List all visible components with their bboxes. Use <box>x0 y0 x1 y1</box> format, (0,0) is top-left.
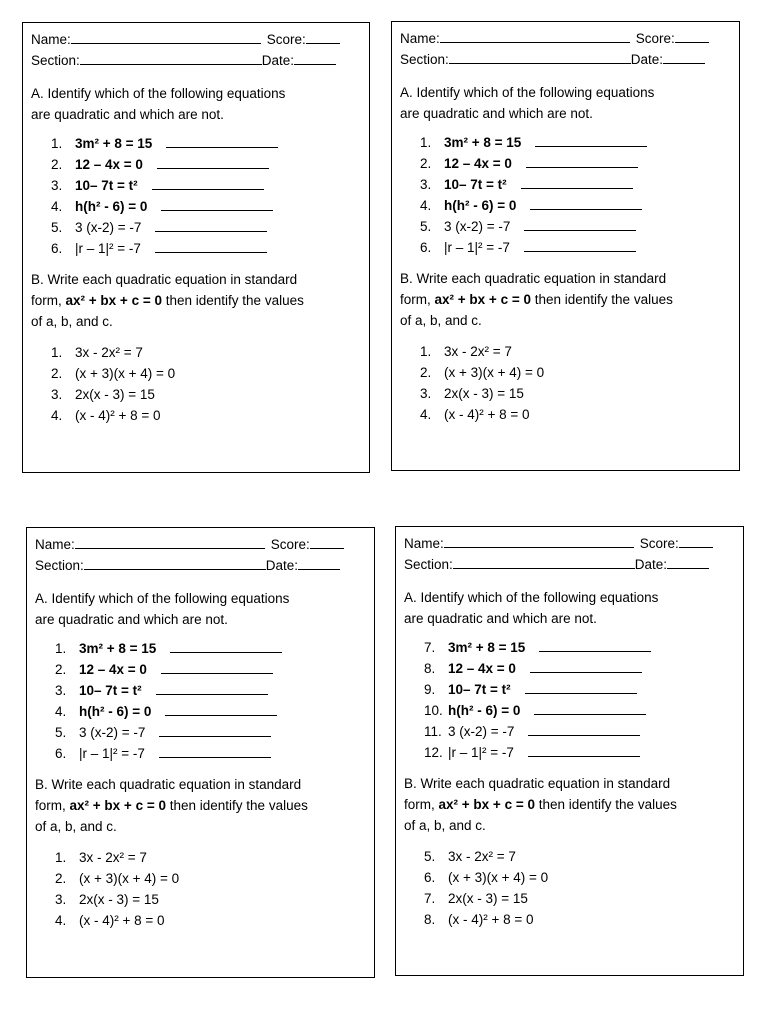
equation: (x - 4)² + 8 = 0 <box>444 407 530 422</box>
section-date-row <box>31 50 361 71</box>
score-label: Score: <box>270 537 310 552</box>
item-number: 8. <box>424 912 436 927</box>
name-score-row <box>404 533 735 554</box>
part-b-item <box>420 383 731 404</box>
part-b-instructions <box>31 269 361 332</box>
item-number: 1. <box>420 344 432 359</box>
section-label: Section: <box>31 53 80 68</box>
item-number: 5. <box>55 725 67 740</box>
equation: 10– 7t = t² <box>444 177 507 192</box>
part-a-line-2: are quadratic and which are not. <box>31 107 224 122</box>
part-a-item <box>424 637 735 658</box>
answer-blank[interactable] <box>528 722 640 736</box>
item-number: 5. <box>51 220 63 235</box>
equation: 3 (x-2) = -7 <box>448 724 515 739</box>
part-b-item <box>424 867 735 888</box>
part-a-line-1: A. Identify which of the following equations <box>35 591 290 606</box>
equation: |r – 1|² = -7 <box>79 746 145 761</box>
part-a-item <box>420 153 731 174</box>
item-number: 2. <box>420 365 432 380</box>
part-a-item <box>51 133 361 154</box>
item-number: 7. <box>424 640 436 655</box>
answer-blank[interactable] <box>155 239 267 253</box>
answer-blank[interactable] <box>525 680 637 694</box>
answer-blank[interactable] <box>170 639 282 653</box>
equation: (x - 4)² + 8 = 0 <box>79 913 165 928</box>
equation: 12 – 4x = 0 <box>79 662 147 677</box>
item-number: 5. <box>420 219 432 234</box>
equation: 10– 7t = t² <box>75 178 138 193</box>
part-b-item <box>55 910 366 931</box>
part-a-line-2: are quadratic and which are not. <box>35 612 228 627</box>
item-number: 6. <box>424 870 436 885</box>
item-number: 3. <box>51 178 63 193</box>
answer-blank[interactable] <box>166 134 278 148</box>
part-a-item <box>51 217 361 238</box>
date-blank[interactable] <box>663 50 705 64</box>
answer-blank[interactable] <box>524 217 636 231</box>
answer-blank[interactable] <box>534 701 646 715</box>
answer-blank[interactable] <box>159 723 271 737</box>
equation: 12 – 4x = 0 <box>448 661 516 676</box>
part-a-instructions <box>35 588 366 630</box>
item-number: 2. <box>51 157 63 172</box>
answer-blank[interactable] <box>159 744 271 758</box>
item-number: 7. <box>424 891 436 906</box>
answer-blank[interactable] <box>161 660 273 674</box>
part-b-line-2: form, ax² + bx + c = 0 then identify the values <box>404 797 677 812</box>
equation: 3x - 2x² = 7 <box>444 344 512 359</box>
section-blank[interactable] <box>449 50 631 64</box>
part-b-list <box>31 342 361 426</box>
equation: 3m² + 8 = 15 <box>75 136 153 151</box>
item-number: 2. <box>51 366 63 381</box>
name-blank[interactable] <box>440 29 630 43</box>
item-number: 4. <box>55 704 67 719</box>
part-b-item <box>420 404 731 425</box>
answer-blank[interactable] <box>521 175 633 189</box>
part-b-item <box>420 341 731 362</box>
equation: 2x(x - 3) = 15 <box>444 386 524 401</box>
equation: |r – 1|² = -7 <box>448 745 514 760</box>
score-blank[interactable] <box>306 30 340 44</box>
item-number: 6. <box>51 241 63 256</box>
name-score-row <box>400 28 731 49</box>
date-blank[interactable] <box>667 555 709 569</box>
section-blank[interactable] <box>453 555 635 569</box>
equation: 3m² + 8 = 15 <box>448 640 526 655</box>
part-a-item <box>51 196 361 217</box>
part-b-line-3: of a, b, and c. <box>35 819 117 834</box>
part-b-line-1: B. Write each quadratic equation in standard <box>31 272 298 287</box>
equation: (x + 3)(x + 4) = 0 <box>444 365 545 380</box>
item-number: 1. <box>51 345 63 360</box>
item-number: 10. <box>424 703 443 718</box>
equation: 10– 7t = t² <box>79 683 142 698</box>
section-blank[interactable] <box>84 556 266 570</box>
item-number: 4. <box>420 407 432 422</box>
section-date-row <box>404 554 735 575</box>
part-a-item <box>420 195 731 216</box>
part-b-list <box>400 341 731 425</box>
answer-blank[interactable] <box>524 238 636 252</box>
part-b-line-2: form, ax² + bx + c = 0 then identify the values <box>31 293 304 308</box>
part-b-item <box>420 362 731 383</box>
name-label: Name: <box>35 537 75 552</box>
part-a-item <box>51 154 361 175</box>
score-blank[interactable] <box>310 535 344 549</box>
item-number: 1. <box>55 641 67 656</box>
item-number: 9. <box>424 682 436 697</box>
name-blank[interactable] <box>75 535 265 549</box>
part-b-item <box>51 405 361 426</box>
equation: 3x - 2x² = 7 <box>79 850 147 865</box>
item-number: 1. <box>51 136 63 151</box>
equation: 3 (x-2) = -7 <box>444 219 511 234</box>
part-a-list <box>404 637 735 763</box>
standard-form-formula: ax² + bx + c = 0 <box>69 798 166 813</box>
part-a-list <box>31 133 361 259</box>
equation: (x + 3)(x + 4) = 0 <box>75 366 176 381</box>
part-a-line-1: A. Identify which of the following equations <box>400 85 655 100</box>
equation: 3x - 2x² = 7 <box>448 849 516 864</box>
standard-form-formula: ax² + bx + c = 0 <box>434 292 531 307</box>
part-b-item <box>51 384 361 405</box>
equation: 2x(x - 3) = 15 <box>75 387 155 402</box>
standard-form-formula: ax² + bx + c = 0 <box>438 797 535 812</box>
item-number: 1. <box>420 135 432 150</box>
part-b-item <box>424 846 735 867</box>
part-a-list <box>35 638 366 764</box>
part-b-line-1: B. Write each quadratic equation in standard <box>35 777 302 792</box>
part-b-instructions <box>35 774 366 837</box>
equation: 3 (x-2) = -7 <box>75 220 142 235</box>
equation: 3m² + 8 = 15 <box>444 135 522 150</box>
part-b-instructions <box>400 268 731 331</box>
part-a-item <box>51 238 361 259</box>
equation: 10– 7t = t² <box>448 682 511 697</box>
equation: 12 – 4x = 0 <box>75 157 143 172</box>
section-date-row <box>400 49 731 70</box>
answer-blank[interactable] <box>161 197 273 211</box>
name-blank[interactable] <box>71 30 261 44</box>
item-number: 3. <box>420 177 432 192</box>
part-b-item <box>51 342 361 363</box>
answer-blank[interactable] <box>528 743 640 757</box>
date-label: Date: <box>265 558 299 573</box>
answer-blank[interactable] <box>539 638 651 652</box>
name-score-row <box>31 29 361 50</box>
part-a-item <box>424 679 735 700</box>
item-number: 3. <box>55 683 67 698</box>
item-number: 2. <box>55 662 67 677</box>
part-a-list <box>400 132 731 258</box>
equation: 3x - 2x² = 7 <box>75 345 143 360</box>
part-b-list <box>404 846 735 930</box>
part-b-instructions <box>404 773 735 836</box>
item-number: 3. <box>55 892 67 907</box>
score-blank[interactable] <box>679 534 713 548</box>
part-b-line-1: B. Write each quadratic equation in standard <box>404 776 671 791</box>
equation: h(h² - 6) = 0 <box>448 703 521 718</box>
score-blank[interactable] <box>675 29 709 43</box>
equation: 2x(x - 3) = 15 <box>79 892 159 907</box>
part-b-list <box>35 847 366 931</box>
part-a-item <box>424 658 735 679</box>
part-a-item <box>55 743 366 764</box>
answer-blank[interactable] <box>165 702 277 716</box>
answer-blank[interactable] <box>526 154 638 168</box>
item-number: 1. <box>55 850 67 865</box>
part-a-line-1: A. Identify which of the following equations <box>404 590 659 605</box>
part-b-line-3: of a, b, and c. <box>31 314 113 329</box>
part-b-item <box>55 847 366 868</box>
equation: 3 (x-2) = -7 <box>79 725 146 740</box>
part-a-item <box>55 701 366 722</box>
part-a-item <box>51 175 361 196</box>
answer-blank[interactable] <box>156 681 268 695</box>
part-b-line-2: form, ax² + bx + c = 0 then identify the values <box>400 292 673 307</box>
part-b-item <box>51 363 361 384</box>
equation: (x + 3)(x + 4) = 0 <box>448 870 549 885</box>
part-b-item <box>424 909 735 930</box>
part-a-line-2: are quadratic and which are not. <box>404 611 597 626</box>
answer-blank[interactable] <box>155 218 267 232</box>
item-number: 4. <box>420 198 432 213</box>
item-number: 8. <box>424 661 436 676</box>
equation: (x + 3)(x + 4) = 0 <box>79 871 180 886</box>
part-a-item <box>424 742 735 763</box>
part-b-line-1: B. Write each quadratic equation in standard <box>400 271 667 286</box>
quiz-card-3 <box>26 527 375 978</box>
part-a-item <box>420 237 731 258</box>
section-label: Section: <box>404 557 453 572</box>
part-b-item <box>55 889 366 910</box>
date-label: Date: <box>634 557 668 572</box>
equation: h(h² - 6) = 0 <box>75 199 148 214</box>
equation: |r – 1|² = -7 <box>75 241 141 256</box>
part-a-item <box>420 174 731 195</box>
name-label: Name: <box>404 536 444 551</box>
part-b-line-3: of a, b, and c. <box>400 313 482 328</box>
equation: |r – 1|² = -7 <box>444 240 510 255</box>
item-number: 3. <box>420 386 432 401</box>
part-a-item <box>55 659 366 680</box>
item-number: 11. <box>424 724 442 739</box>
quiz-card-1 <box>22 22 370 473</box>
item-number: 3. <box>51 387 63 402</box>
part-a-line-2: are quadratic and which are not. <box>400 106 593 121</box>
part-b-line-2: form, ax² + bx + c = 0 then identify the values <box>35 798 308 813</box>
section-label: Section: <box>35 558 84 573</box>
name-blank[interactable] <box>444 534 634 548</box>
score-label: Score: <box>635 31 675 46</box>
score-label: Score: <box>266 32 306 47</box>
part-a-instructions <box>31 83 361 125</box>
quiz-card-2 <box>391 21 740 471</box>
equation: 12 – 4x = 0 <box>444 156 512 171</box>
name-label: Name: <box>31 32 71 47</box>
date-label: Date: <box>630 52 664 67</box>
item-number: 2. <box>55 871 67 886</box>
equation: 2x(x - 3) = 15 <box>448 891 528 906</box>
section-date-row <box>35 555 366 576</box>
answer-blank[interactable] <box>530 659 642 673</box>
part-b-item <box>424 888 735 909</box>
standard-form-formula: ax² + bx + c = 0 <box>65 293 162 308</box>
item-number: 4. <box>55 913 67 928</box>
equation: (x - 4)² + 8 = 0 <box>75 408 161 423</box>
part-a-item <box>424 700 735 721</box>
equation: 3m² + 8 = 15 <box>79 641 157 656</box>
part-a-item <box>55 680 366 701</box>
item-number: 6. <box>420 240 432 255</box>
item-number: 5. <box>424 849 436 864</box>
date-label: Date: <box>261 53 295 68</box>
part-b-line-3: of a, b, and c. <box>404 818 486 833</box>
answer-blank[interactable] <box>535 133 647 147</box>
section-label: Section: <box>400 52 449 67</box>
equation: h(h² - 6) = 0 <box>444 198 517 213</box>
part-a-item <box>55 638 366 659</box>
name-score-row <box>35 534 366 555</box>
part-a-line-1: A. Identify which of the following equations <box>31 86 286 101</box>
section-blank[interactable] <box>80 51 262 65</box>
name-label: Name: <box>400 31 440 46</box>
part-a-instructions <box>404 587 735 629</box>
part-b-item <box>55 868 366 889</box>
answer-blank[interactable] <box>152 176 264 190</box>
answer-blank[interactable] <box>530 196 642 210</box>
item-number: 2. <box>420 156 432 171</box>
quiz-card-4 <box>395 526 744 976</box>
part-a-instructions <box>400 82 731 124</box>
item-number: 6. <box>55 746 67 761</box>
part-a-item <box>424 721 735 742</box>
part-a-item <box>55 722 366 743</box>
date-blank[interactable] <box>298 556 340 570</box>
item-number: 12. <box>424 745 443 760</box>
part-a-item <box>420 216 731 237</box>
equation: h(h² - 6) = 0 <box>79 704 152 719</box>
score-label: Score: <box>639 536 679 551</box>
part-a-item <box>420 132 731 153</box>
equation: (x - 4)² + 8 = 0 <box>448 912 534 927</box>
item-number: 4. <box>51 199 63 214</box>
item-number: 4. <box>51 408 63 423</box>
answer-blank[interactable] <box>157 155 269 169</box>
date-blank[interactable] <box>294 51 336 65</box>
